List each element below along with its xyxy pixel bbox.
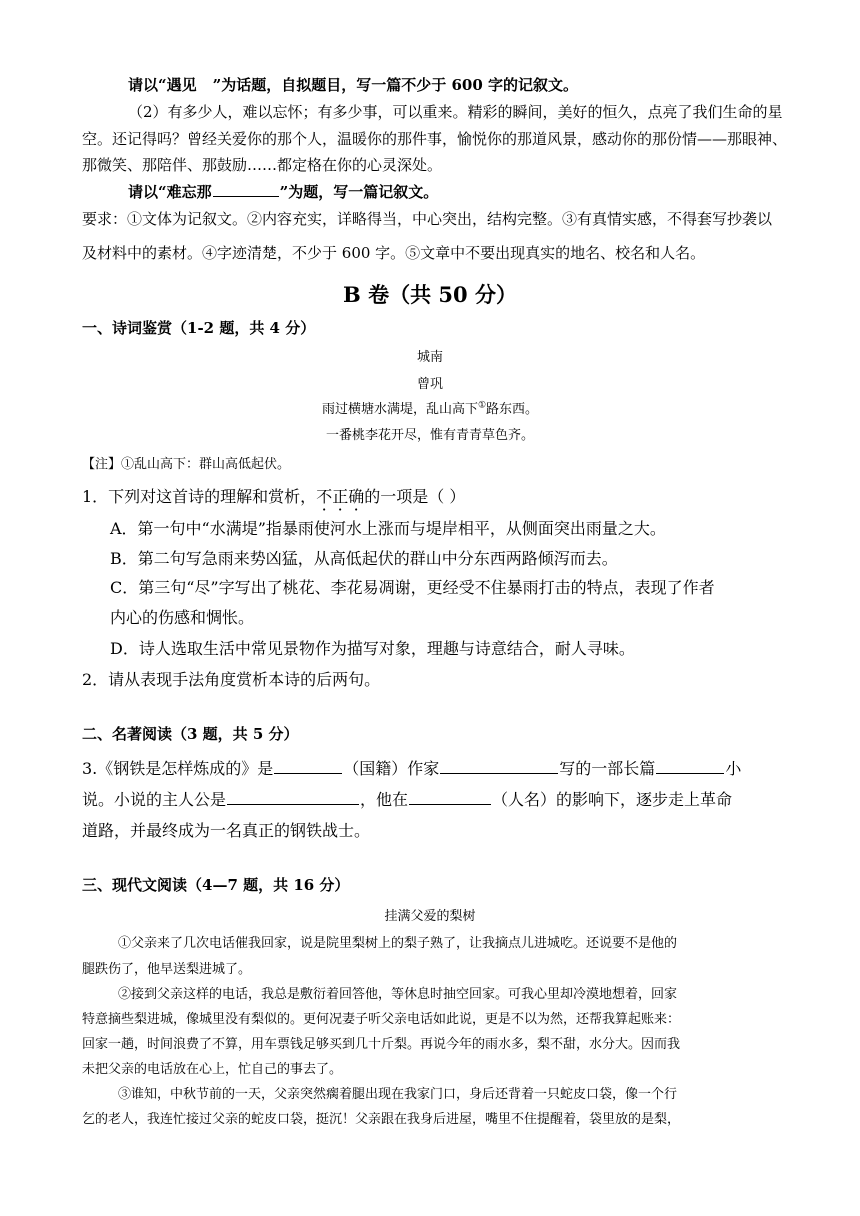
- option-c-line-2: 内心的伤感和惆怅。: [110, 608, 255, 627]
- prompt1-post: ”为话题，自拟题目，写一篇不少于 600 字的记叙文。: [212, 76, 579, 94]
- prompt2-title-pre: 请以“难忘那: [128, 183, 212, 201]
- q3-l2-c: （人名）的影响下，逐步走上革命: [492, 790, 733, 809]
- part3-heading: 三、现代文阅读（4—7 题，共 16 分）: [82, 876, 350, 894]
- question-2: 2．请从表现手法角度赏析本诗的后两句。: [82, 670, 381, 689]
- title-blank: [213, 180, 279, 197]
- q1-pre: 1．下列对这首诗的理解和赏析，: [82, 487, 317, 506]
- option-c-line-1: C．第三句“尽”字写出了桃花、李花易凋谢，更经受不住暴雨打击的特点，表现了作者: [110, 578, 715, 597]
- genre-blank: [656, 757, 724, 774]
- option-b: B．第二句写急雨来势凶猛，从高低起伏的群山中分东西两路倾泻而去。: [110, 549, 618, 568]
- paragraph-1-line-2: 腿跌伤了，他早送梨进城了。: [82, 962, 252, 977]
- poem-line-2: 一番桃李花开尽，惟有青青草色齐。: [325, 428, 534, 443]
- essay-prompt-2-title: [128, 180, 438, 202]
- prompt2-line-2: 空。还记得吗？曾经关爱你的那个人，温暖你的那件事，愉悦你的那道风景，感动你的那份情——那眼神、: [82, 130, 788, 148]
- poem-line-1-pre: 雨过横塘水满堤，乱山高下: [321, 402, 478, 417]
- emphasis-char: 正: [332, 487, 349, 506]
- question-1: [82, 484, 465, 507]
- emphasis-char: 确: [348, 487, 365, 506]
- poem-author: 曾巩: [416, 377, 443, 392]
- question-3-line-3: 道路，并最终成为一名真正的钢铁战士。: [82, 821, 371, 840]
- poem-line-1-post: 路东西。: [486, 402, 539, 417]
- q1-emphasis: [316, 487, 364, 506]
- section-b-title: B 卷（共 50 分）: [343, 282, 517, 307]
- essay-prompt-1: [128, 74, 578, 95]
- paragraph-1-line-1: ①父亲来了几次电话催我回家，说是院里梨树上的梨子熟了，让我摘点儿进城吃。还说要不是他的: [118, 936, 678, 951]
- q3-l1-c: 写的一部长篇: [559, 759, 656, 778]
- question-3-line-2: [82, 787, 732, 810]
- option-d: D．诗人选取生活中常见景物作为描写对象，理趣与诗意结合，耐人寻味。: [110, 639, 635, 658]
- q3-l1-d: 小: [725, 759, 742, 778]
- protagonist-blank: [227, 788, 359, 805]
- q3-l1-a: 3.《钢铁是怎样炼成的》是: [82, 759, 274, 778]
- part1-heading: 一、诗词鉴赏（1-2 题，共 4 分）: [82, 319, 316, 337]
- paragraph-2-line-2: 特意摘些梨进城，像城里没有梨似的。更何况妻子听父亲电话如此说，更是不以为然，还帮我算起账来：: [82, 1012, 681, 1027]
- poem-title: 城南: [416, 350, 443, 365]
- requirements-line-2: 及材料中的素材。④字迹清楚，不少于 600 字。⑤文章中不要出现真实的地名、校名和人名。: [82, 244, 706, 262]
- poem-line-1: [0, 398, 860, 417]
- part2-heading: 二、名著阅读（3 题，共 5 分）: [82, 725, 299, 743]
- paragraph-2-line-4: 未把父亲的电话放在心上，忙自己的事去了。: [82, 1062, 343, 1077]
- emphasis-char: 不: [316, 487, 333, 506]
- person-blank: [409, 788, 491, 805]
- prompt2-line-1: （2）有多少人，难以忘怀；有多少事，可以重来。精彩的瞬间，美好的恒久，点亮了我们生命的星: [128, 103, 783, 121]
- requirements-line-1: 要求：①文体为记叙文。②内容充实，详略得当，中心突出，结构完整。③有真情实感，不得套写抄袭以: [82, 210, 773, 228]
- paragraph-3-line-1: ③谁知，中秋节前的一天，父亲突然瘸着腿出现在我家门口，身后还背着一只蛇皮口袋，像一个行: [118, 1087, 678, 1102]
- prompt2-line-3: 那微笑、那陪伴、那鼓励……都定格在你的心灵深处。: [82, 156, 443, 174]
- prompt1-pre: 请以“遇见: [128, 76, 197, 94]
- author-blank: [440, 757, 558, 774]
- paragraph-2-line-3: 回家一趟，时间浪费了不算，用车票钱足够买到几十斤梨。再说今年的雨水多，梨不甜，水分大。因而我: [82, 1037, 681, 1052]
- paragraph-3-line-2: 乞的老人，我连忙接过父亲的蛇皮口袋，挺沉！父亲跟在我身后进屋，嘴里不住提醒着，袋里放的是梨，: [82, 1112, 681, 1127]
- option-a: A．第一句中“水满堤”指暴雨使河水上涨而与堤岸相平，从侧面突出雨量之大。: [110, 519, 666, 538]
- q1-post: 的一项是（ ）: [364, 487, 466, 506]
- q3-l1-b: （国籍）作家: [343, 759, 440, 778]
- prompt2-title-post: ”为题，写一篇记叙文。: [279, 183, 439, 201]
- footnote-marker: ①: [477, 400, 487, 411]
- paragraph-2-line-1: ②接到父亲这样的电话，我总是敷衍着回答他，等休息时抽空回家。可我心里却冷漠地想着，回家: [118, 987, 678, 1002]
- question-3-line-1: [82, 756, 741, 779]
- q3-l2-b: ，他在: [360, 790, 409, 809]
- article-title: 挂满父爱的梨树: [384, 909, 476, 924]
- poem-note: 【注】①乱山高下：群山高低起伏。: [82, 457, 291, 472]
- q3-l2-a: 说。小说的主人公是: [82, 790, 227, 809]
- nationality-blank: [274, 757, 342, 774]
